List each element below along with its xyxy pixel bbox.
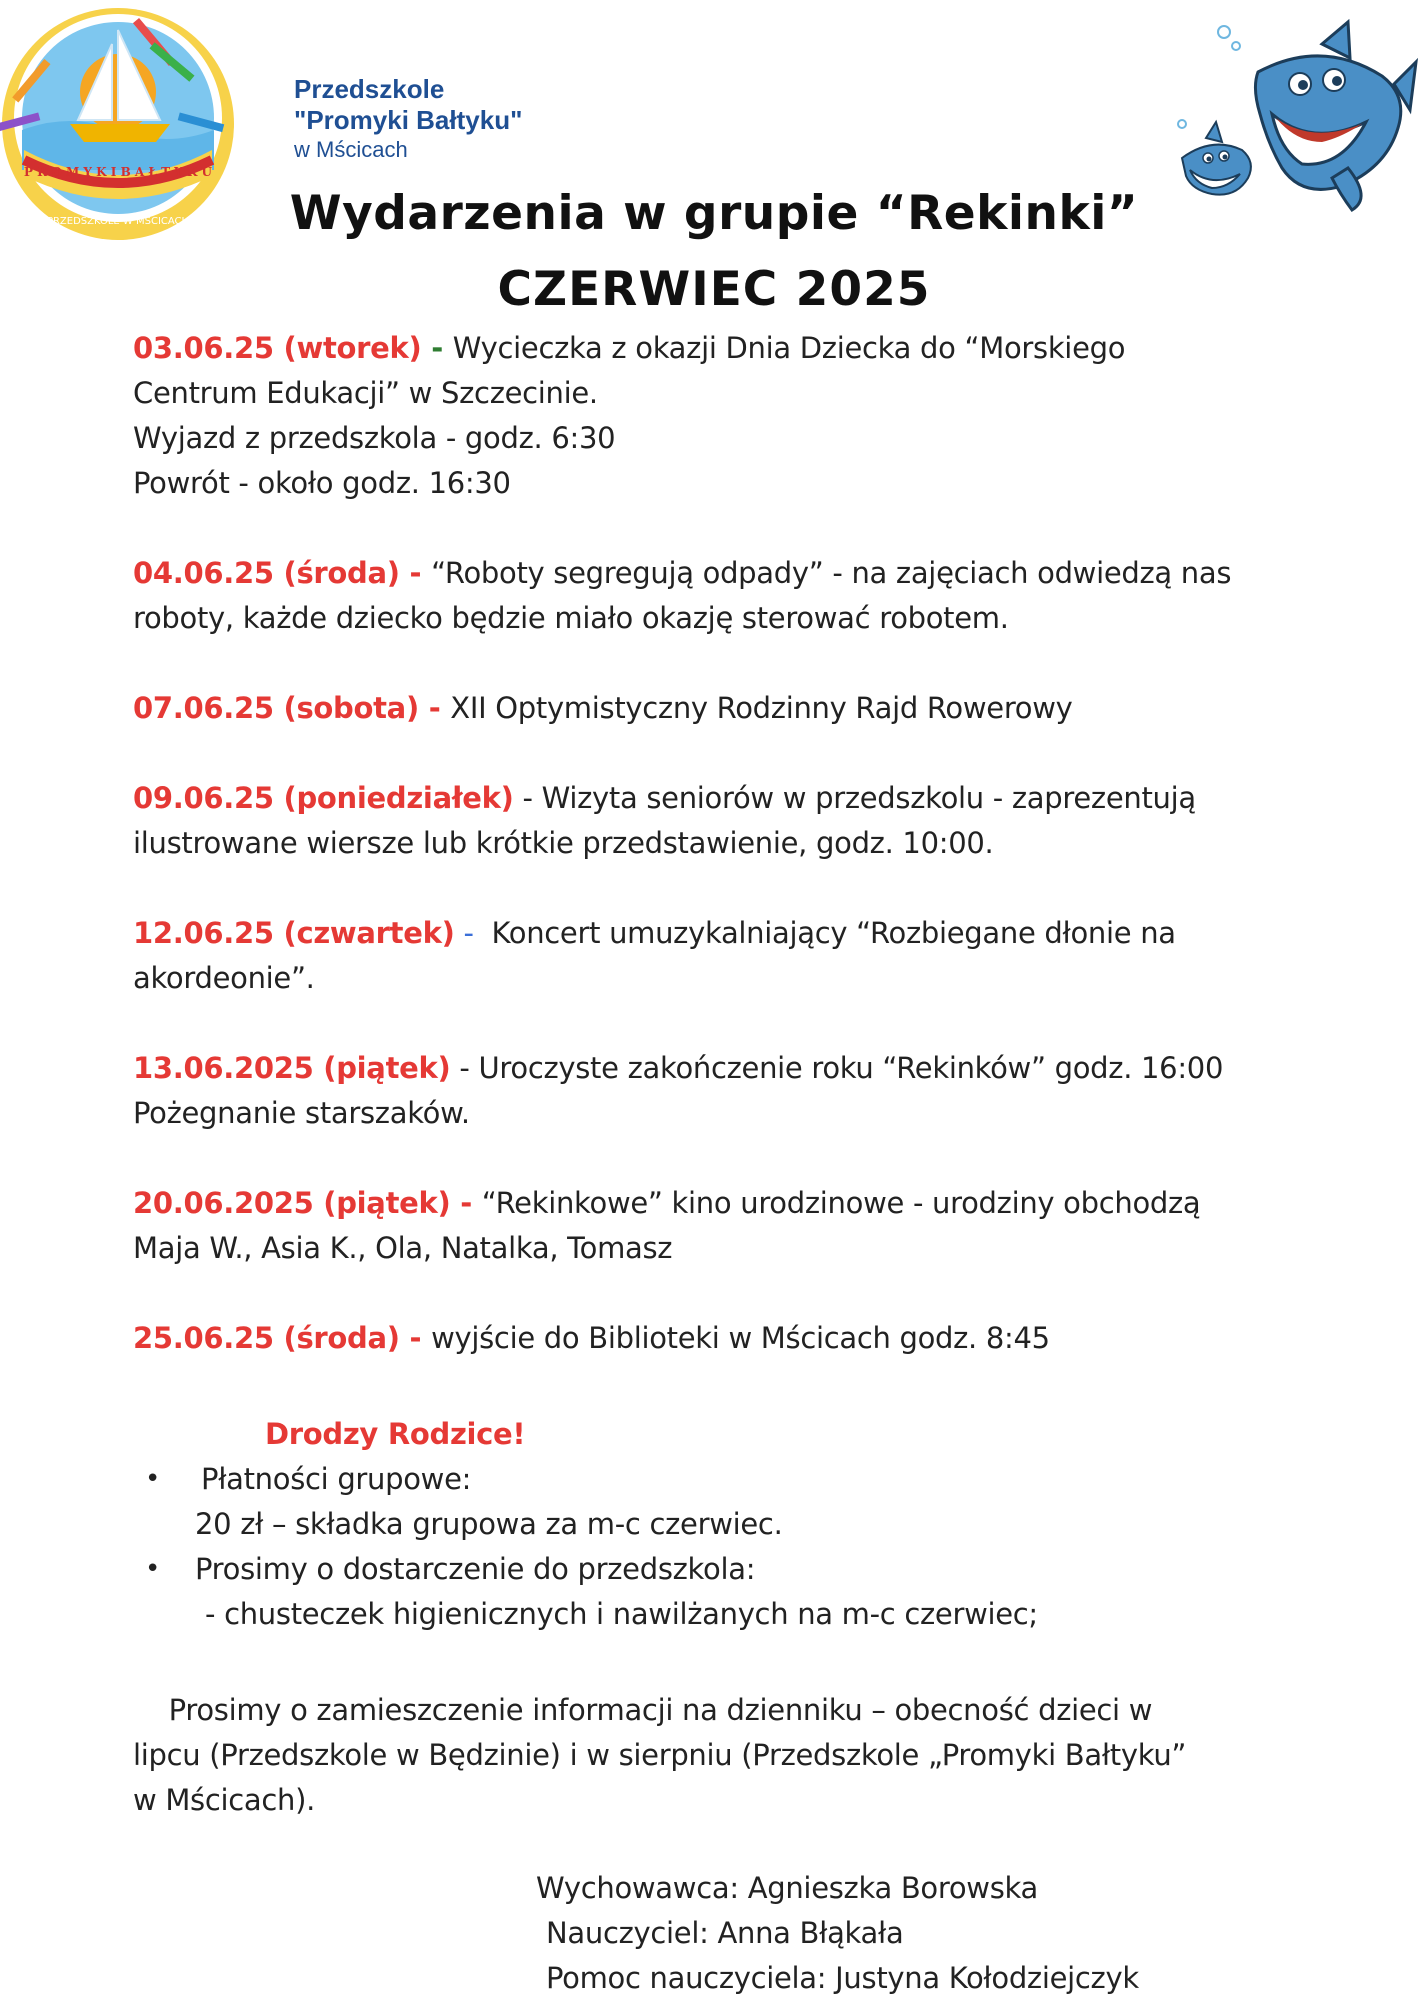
event-text-line: wyjście do Biblioteki w Mścicach godz. 8:45: [431, 1321, 1050, 1355]
event-text-line: Centrum Edukacji” w Szczecinie.: [133, 376, 598, 410]
cartoon-sharks-icon: [1172, 18, 1418, 214]
event-text-line: Koncert umuzykalniający “Rozbiegane dłonie na: [491, 916, 1176, 950]
event-text-line: ilustrowane wiersze lub krótkie przedstawienie, godz. 10:00.: [133, 826, 994, 860]
notice-bullet-item: [133, 1457, 1313, 1502]
notice-item-title: Płatności grupowe:: [201, 1462, 472, 1496]
event-date: 04.06.25 (środa): [133, 556, 400, 590]
svg-text:P R O M Y K I B A Ł T Y K U: P R O M Y K I B A Ł T Y K U: [23, 165, 213, 179]
event-date: 03.06.25 (wtorek): [133, 331, 422, 365]
event-date: 12.06.25 (czwartek): [133, 916, 455, 950]
svg-text:PRZEDSZKOLE W MŚCICACH: PRZEDSZKOLE W MŚCICACH: [46, 216, 190, 227]
closing-line: lipcu (Przedszkole w Będzinie) i w sierpniu (Przedszkole „Promyki Bałtyku”: [133, 1738, 1187, 1772]
event-item: [133, 776, 1313, 866]
page-subtitle-month: CZERWIEC 2025: [497, 262, 931, 317]
school-name-line1: Przedszkole: [294, 74, 445, 104]
signature-teacher: Wychowawca: Agnieszka Borowska: [536, 1871, 1038, 1905]
page-title: Wydarzenia w grupie “Rekinki”: [289, 186, 1139, 241]
event-text-line: Wizyta seniorów w przedszkolu - zaprezentują: [541, 781, 1196, 815]
notice-greeting: Drodzy Rodzice!: [265, 1417, 526, 1451]
event-item: [133, 1181, 1313, 1271]
notice-item-detail: 20 zł – składka grupowa za m-c czerwiec.: [195, 1507, 783, 1541]
notice-bullet-item: [133, 1547, 1313, 1592]
event-text-line: Pożegnanie starszaków.: [133, 1096, 470, 1130]
signature-assistant-teacher: Nauczyciel: Anna Błąkała: [546, 1916, 904, 1950]
event-text-line: Powrót - około godz. 16:30: [133, 466, 511, 500]
event-separator: -: [418, 691, 451, 725]
notice-item-detail: - chusteczek higienicznych i nawilżanych na m-c czerwiec;: [205, 1597, 1038, 1631]
event-date: 09.06.25 (poniedziałek): [133, 781, 514, 815]
event-text-line: Uroczyste zakończenie roku “Rekinków” godz. 16:00: [478, 1051, 1224, 1085]
event-item: [133, 686, 1313, 731]
event-separator: -: [421, 331, 453, 365]
event-text-line: akordeonie”.: [133, 961, 315, 995]
event-text-line: Wycieczka z okazji Dnia Dziecka do “Morskiego: [452, 331, 1126, 365]
closing-line: Prosimy o zamieszczenie informacji na dzienniku – obecność dzieci w: [133, 1693, 1153, 1727]
event-item: [133, 551, 1313, 641]
closing-line: w Mścicach).: [133, 1783, 316, 1817]
bullet-icon: •: [145, 1464, 161, 1494]
event-date: 25.06.25 (środa): [133, 1321, 400, 1355]
event-text-line: “Rekinkowe” kino urodzinowe - urodziny obchodzą: [481, 1186, 1201, 1220]
signatures: [536, 1866, 1139, 2001]
event-item: [133, 326, 1313, 506]
event-text-line: Wyjazd z przedszkola - godz. 6:30: [133, 421, 616, 455]
event-text-line: “Roboty segregują odpady” - na zajęciach odwiedzą nas: [431, 556, 1232, 590]
event-separator: -: [450, 1051, 479, 1085]
event-date: 13.06.2025 (piątek): [133, 1051, 451, 1085]
event-separator: -: [513, 781, 542, 815]
event-text-line: Maja W., Asia K., Ola, Natalka, Tomasz: [133, 1231, 673, 1265]
school-location: w Mścicach: [294, 137, 408, 163]
event-date: 20.06.2025 (piątek): [133, 1186, 451, 1220]
event-text-line: roboty, każde dziecko będzie miało okazję sterować robotem.: [133, 601, 1009, 635]
event-item: [133, 911, 1313, 1001]
event-separator: -: [399, 556, 432, 590]
event-item: [133, 1046, 1313, 1136]
event-separator: -: [450, 1186, 482, 1220]
closing-paragraph: [133, 1688, 1313, 1823]
parents-notice: [133, 1412, 1313, 1637]
event-date: 07.06.25 (sobota): [133, 691, 419, 725]
event-item: [133, 1316, 1313, 1361]
events-list: [133, 326, 1313, 1406]
notice-item-title: Prosimy o dostarczenie do przedszkola:: [195, 1552, 756, 1586]
event-separator: -: [399, 1321, 432, 1355]
signature-aide: Pomoc nauczyciela: Justyna Kołodziejczyk: [546, 1961, 1139, 1995]
school-name: [294, 74, 522, 163]
event-text-line: XII Optymistyczny Rodzinny Rajd Rowerowy: [450, 691, 1073, 725]
school-name-line2: "Promyki Bałtyku": [294, 104, 523, 135]
event-separator: -: [454, 916, 492, 950]
bullet-icon: •: [145, 1554, 161, 1584]
